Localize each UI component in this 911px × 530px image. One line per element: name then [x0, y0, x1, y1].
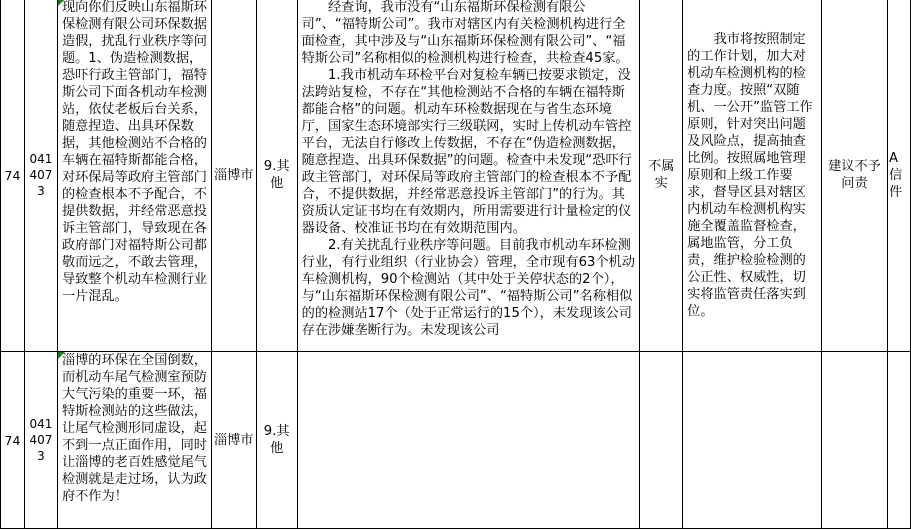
investigation-finding: [297, 0, 640, 352]
finding-paragraph: 经查询，我市没有“山东福斯环保检测有限公司”、“福特斯公司”。我市对辖区内有关检测机构进行全面检查，其中涉及与“山东福斯环保检测有限公司”、“福特斯公司”名称相似的检测机构进行检查，共检查45家。: [301, 0, 629, 66]
row-number: 74: [1, 352, 25, 529]
accountability-cell: 建议不予问责: [822, 0, 888, 352]
table-row: [1, 0, 911, 352]
comment-flag-icon: [58, 0, 65, 6]
row-number: 74: [1, 0, 25, 352]
complaint-content: 淄博的环保在全国倒数，而机动车尾气检测室预防大气污染的重要一环，福特斯检测站的这些做法，让尾气检测形同虚设，起不到一点正面作用，同时让淄博的老百姓感觉尾气检测就是走过场，认为政府不作为！: [57, 352, 211, 529]
rectification-measures: [683, 352, 822, 529]
finding-paragraph: 2.有关扰乱行业秩序等问题。目前我市机动车环检测行业，有行业组织（行业协会）管理，全市现有63个机动车检测机构，90个检测站（其中处于关停状态的2个），与“山东福斯环保检测有限公司”、“福特斯公司”名称相似的的检测站17个（处于正常运行的15个），未发现该公司存在涉嫌垄断行为。未发现该公司: [301, 238, 635, 338]
investigation-finding: [297, 352, 640, 529]
city-cell: 淄博市: [211, 0, 256, 352]
verdict-cell: [640, 352, 683, 529]
grade-cell: A信件: [887, 0, 910, 352]
table-row: [1, 352, 911, 529]
complaint-content: 现向你们反映山东福斯环保检测有限公司环保数据造假，扰乱行业秩序等问题。1、伪造检测数据，恐吓行政主管部门，福特斯公司下面各机动车检测站，依仗老板后台关系，随意捏造、出具环保数据，其他检测站不合格的车辆在福特斯都能合格，对环保局等政府主管部门的检查根本不予配合，不提供数据，并经常恶意投诉主管部门，导致现在各政府部门对福特斯公司都敬而远之，不敢去管理，导致整个机动车检测行业一片混乱。: [57, 0, 211, 352]
grade-cell: [887, 352, 910, 529]
finding-paragraph: 1.我市机动车环检平台对复检车辆已按要求锁定，没法跨站复检，不存在“其他检测站不合格的车辆在福特斯都能合格”的问题。机动车环检数据现在与省生态环境厅，国家生态环境部实行三级联网，实时上传机动车管控平台，无法自行修改上传数据，不存在“伪造检测数据，随意捏造、出具环保数据”的问题。检查中未发现“恐吓行政主管部门，对环保局等政府主管部门的检查根本不予配合，不提供数据，并经常恶意投诉主管部门”的行为。其资质认定证书均在有效期内，所用需要进行计量检定的仪器设备、校准证书均在有效期范围内。: [301, 68, 632, 236]
verdict-cell: 不属实: [640, 0, 683, 352]
city-cell: 淄博市: [211, 352, 256, 529]
case-code: 0414073: [24, 0, 57, 352]
category-cell: 9.其他: [256, 0, 297, 352]
category-cell: 9.其他: [256, 352, 297, 529]
case-code: 0414073: [24, 352, 57, 529]
rectification-measures: 我市将按照制定的工作计划，加大对机动车检测机构的检查力度。按照“双随机、一公开”监管工作原则，针对突出问题及风险点，提高抽查比例。按照属地管理原则和上级工作要求，督导区县对辖区内机动车检测机构实施全覆盖监督检查，属地监管，分工负责，维护检验检测的公正性、权威性，切实将监管责任落实到位。: [683, 0, 822, 352]
accountability-cell: [822, 352, 888, 529]
comment-flag-icon: [58, 352, 65, 359]
